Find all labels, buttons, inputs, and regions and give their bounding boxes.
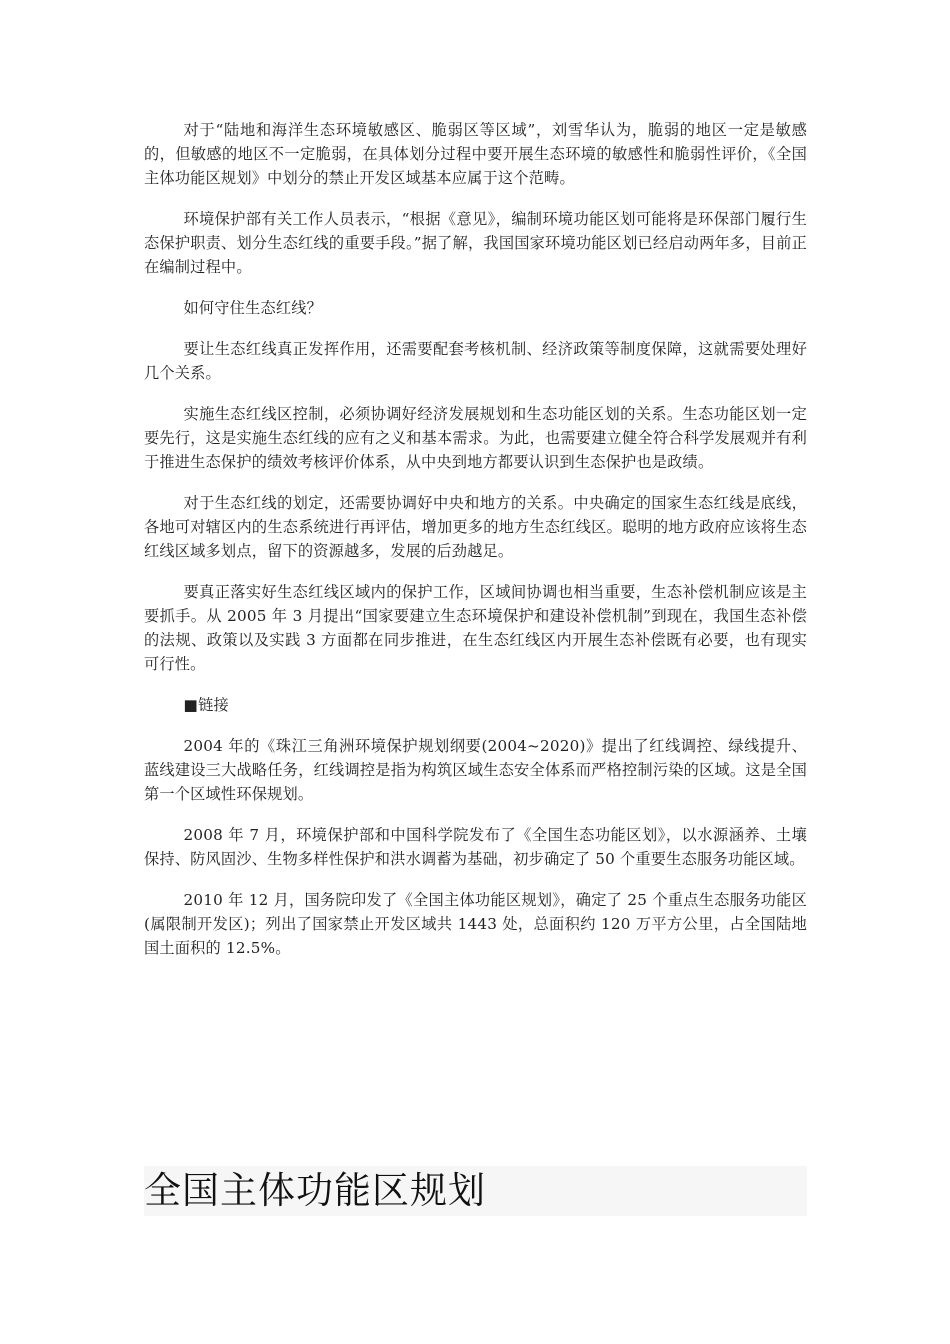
paragraph: 要真正落实好生态红线区域内的保护工作，区域间协调也相当重要，生态补偿机制应该是主要抓手。从 2005 年 3 月提出“国家要建立生态环境保护和建设补偿机制”到现在，我国生态补偿的法规、政策以及实践 3 方面都在同步推进，在生态红线区内开展生态补偿既有必要，也有现实可行性。: [144, 583, 807, 673]
paragraph: 对于生态红线的划定，还需要协调好中央和地方的关系。中央确定的国家生态红线是底线，各地可对辖区内的生态系统进行再评估，增加更多的地方生态红线区。聪明的地方政府应该将生态红线区域多划点，留下的资源越多，发展的后劲越足。: [144, 494, 807, 560]
paragraph: 2004 年的《珠江三角洲环境保护规划纲要(2004~2020)》提出了红线调控、绿线提升、蓝线建设三大战略任务，红线调控是指为构筑区域生态安全体系而严格控制污染的区域。这是全国第一个区域性环保规划。: [144, 737, 807, 803]
paragraph: 2008 年 7 月，环境保护部和中国科学院发布了《全国生态功能区划》，以水源涵养、土壤保持、防风固沙、生物多样性保护和洪水调蓄为基础，初步确定了 50 个重要生态服务功能区域。: [144, 826, 807, 868]
section-question: 如何守住生态红线？: [183, 299, 323, 317]
paragraph: 实施生态红线区控制，必须协调好经济发展规划和生态功能区划的关系。生态功能区划一定要先行，这是实施生态红线的应有之义和基本需求。为此，也需要建立健全符合科学发展观并有利于推进生态保护的绩效考核评价体系，从中央到地方都要认识到生态保护也是政绩。: [144, 405, 807, 471]
link-label: ■链接: [183, 696, 229, 714]
section-heading-band: [144, 1166, 807, 1216]
article-body: [144, 118, 807, 977]
paragraph: 2010 年 12 月，国务院印发了《全国主体功能区规划》，确定了 25 个重点生态服务功能区(属限制开发区)；列出了国家禁止开发区域共 1443 处，总面积约 120 万平方公里，占全国陆地国土面积的 12.5%。: [144, 891, 807, 957]
paragraph: 环境保护部有关工作人员表示，“根据《意见》，编制环境功能区划可能将是环保部门履行生态保护职责、划分生态红线的重要手段。”据了解，我国国家环境功能区划已经启动两年多，目前正在编制过程中。: [144, 210, 807, 276]
paragraph: 对于“陆地和海洋生态环境敏感区、脆弱区等区域”，刘雪华认为，脆弱的地区一定是敏感的，但敏感的地区不一定脆弱，在具体划分过程中要开展生态环境的敏感性和脆弱性评价，《全国主体功能区规划》中划分的禁止开发区域基本应属于这个范畴。: [144, 121, 807, 187]
section-heading: 全国主体功能区规划: [144, 1169, 486, 1212]
paragraph: 要让生态红线真正发挥作用，还需要配套考核机制、经济政策等制度保障，这就需要处理好几个关系。: [144, 340, 807, 382]
